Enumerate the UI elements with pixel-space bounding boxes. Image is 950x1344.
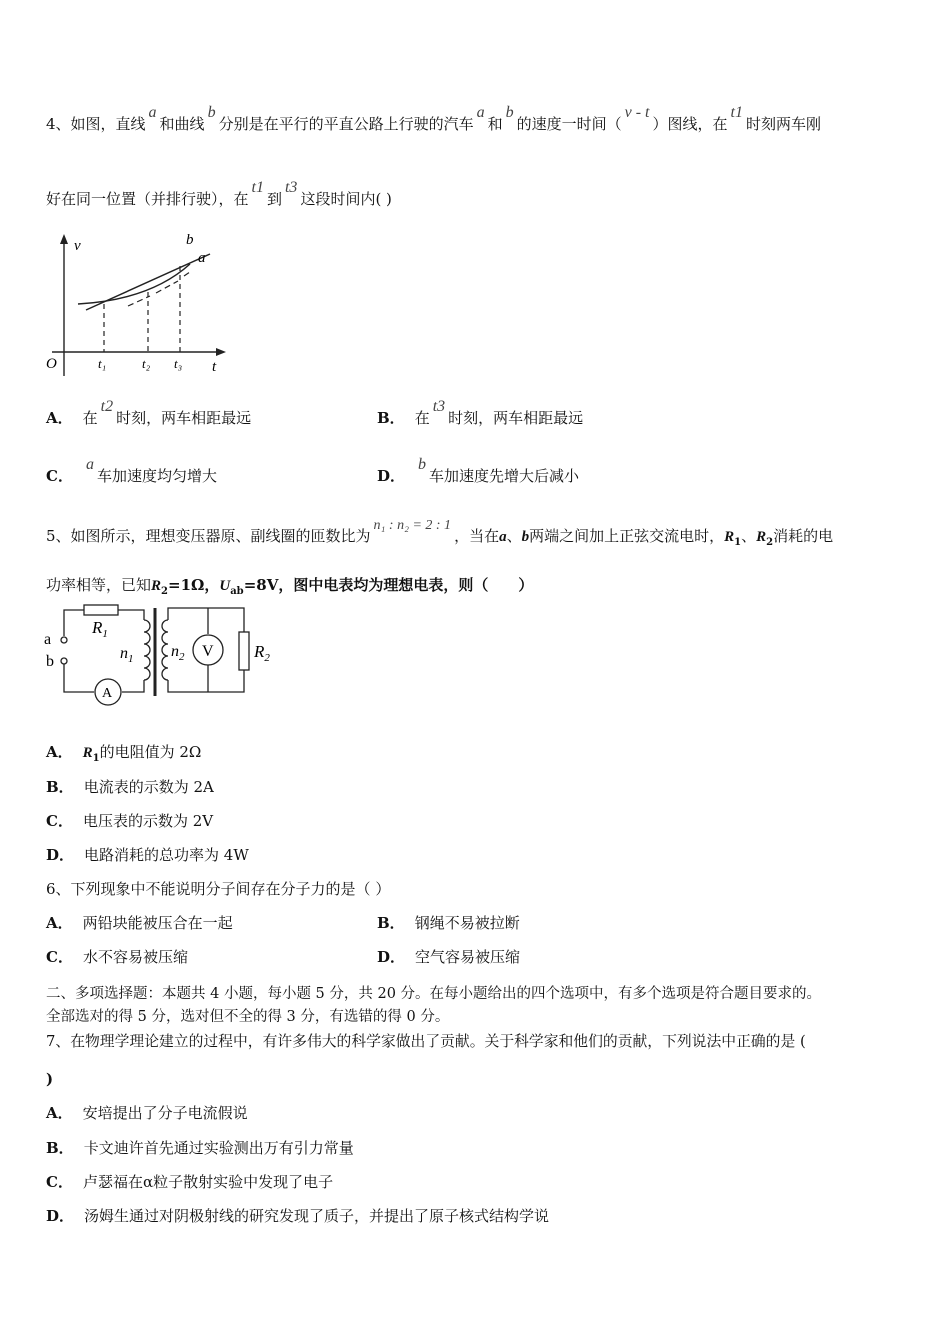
voltmeter-label: V <box>202 643 214 660</box>
line-a-label: b <box>186 232 194 248</box>
origin-label: O <box>46 356 57 372</box>
q4-option-b[interactable]: B． 在t3时刻，两车相距最远 <box>377 398 584 427</box>
t2-label: t₂ <box>142 356 151 371</box>
primary-wire-top-right <box>118 610 144 620</box>
q7-option-c[interactable]: C． 卢瑟福在α粒子散射实验中发现了电子 <box>46 1173 334 1191</box>
q4-stem-line2: 好在同一位置（并排行驶），在t1到t3这段时间内( ) <box>46 179 392 208</box>
t-axis-arrow <box>216 348 226 356</box>
q7-stem-line2: ) <box>46 1070 54 1088</box>
q6-stem: 6、下列现象中不能说明分子间存在分子力的是（ ） <box>46 880 391 898</box>
v-axis-arrow <box>60 234 68 244</box>
secondary-wire-bottom <box>168 670 244 692</box>
primary-wire-bottom-right <box>122 680 144 692</box>
q5-option-c[interactable]: C． 电压表的示数为 2V <box>46 812 214 830</box>
transformer-circuit-figure <box>40 600 290 712</box>
secondary-wire-top <box>168 608 244 632</box>
terminal-b <box>61 658 67 664</box>
terminal-a <box>61 637 67 643</box>
secondary-coil <box>162 620 168 680</box>
resistor-r1 <box>84 605 118 615</box>
t-axis-label: t <box>212 359 217 375</box>
n1-label: $n_1$ <box>120 645 134 665</box>
q7-option-b[interactable]: B． 卡文迪许首先通过实验测出万有引力常量 <box>46 1139 354 1157</box>
q7-stem-line1: 7、在物理学理论建立的过程中，有许多伟大的科学家做出了贡献。关于科学家和他们的贡献，下列说法中正确的是 ( <box>46 1033 806 1050</box>
primary-wire-bottom-left <box>64 664 94 692</box>
v-axis-label: v <box>74 238 81 254</box>
q7-option-d[interactable]: D． 汤姆生通过对阴极射线的研究发现了质子，并提出了原子核式结构学说 <box>46 1207 550 1225</box>
q5-option-d[interactable]: D． 电路消耗的总功率为 4W <box>46 846 249 864</box>
primary-wire-top-left <box>64 610 84 636</box>
q6-option-d[interactable]: D． 空气容易被压缩 <box>377 948 521 966</box>
ammeter-label: A <box>102 686 113 701</box>
q5-option-b[interactable]: B． 电流表的示数为 2A <box>46 778 214 796</box>
q6-option-a[interactable]: A． 两铅块能被压合在一起 <box>46 914 233 932</box>
q6-option-b[interactable]: B． 钢绳不易被拉断 <box>377 914 520 932</box>
resistor-r2 <box>239 632 249 670</box>
vt-graph-figure <box>40 228 240 378</box>
q7-option-a[interactable]: A． 安培提出了分子电流假说 <box>46 1104 248 1122</box>
q4-option-a[interactable]: A． 在t2时刻，两车相距最远 <box>46 398 252 427</box>
t1-label: t₁ <box>98 356 107 371</box>
primary-coil <box>144 620 150 680</box>
t3-label: t₃ <box>174 356 183 371</box>
q6-option-c[interactable]: C． 水不容易被压缩 <box>46 948 188 966</box>
q4-stem-line1: 4、如图，直线a和曲线b分别是在平行的平直公路上行驶的汽车a和b的速度一时间（v - t）图线，在t1时刻两车刚 <box>46 104 821 133</box>
r1-label: $R_1$ <box>92 618 108 640</box>
q5-stem-line2: 功率相等，已知$R_2=1\Omega$，$U_{ab}=8V$，图中电表均为理想电表，则（ ） <box>46 576 534 597</box>
section2-heading-line1: 二、多项选择题：本题共 4 小题，每小题 5 分，共 20 分。在每小题给出的四个选项中，有多个选项是符合题目要求的。 <box>46 986 822 1002</box>
q5-option-a[interactable]: A． $R_1$的电阻值为 2Ω <box>46 743 202 764</box>
section2-heading-line2: 全部选对的得 5 分，选对但不全的得 3 分，有选错的得 0 分。 <box>46 1009 450 1025</box>
q4-option-d[interactable]: D．b车加速度先增大后减小 <box>377 456 580 485</box>
n2-label: $n_2$ <box>171 643 185 663</box>
r2-label: $R_2$ <box>254 642 270 664</box>
q5-stem-line1: 5、如图所示，理想变压器原、副线圈的匝数比为n₁ : n₂ = 2 : 1，当在a、b两端之间加上正弦交流电时，$R_1$、$R_2$消耗的电 <box>46 518 834 548</box>
terminal-a-label: a <box>44 631 52 648</box>
curve-b-label: a <box>198 250 206 266</box>
terminal-b-label: b <box>46 653 54 670</box>
q4-option-c[interactable]: C．a车加速度均匀增大 <box>46 456 217 485</box>
